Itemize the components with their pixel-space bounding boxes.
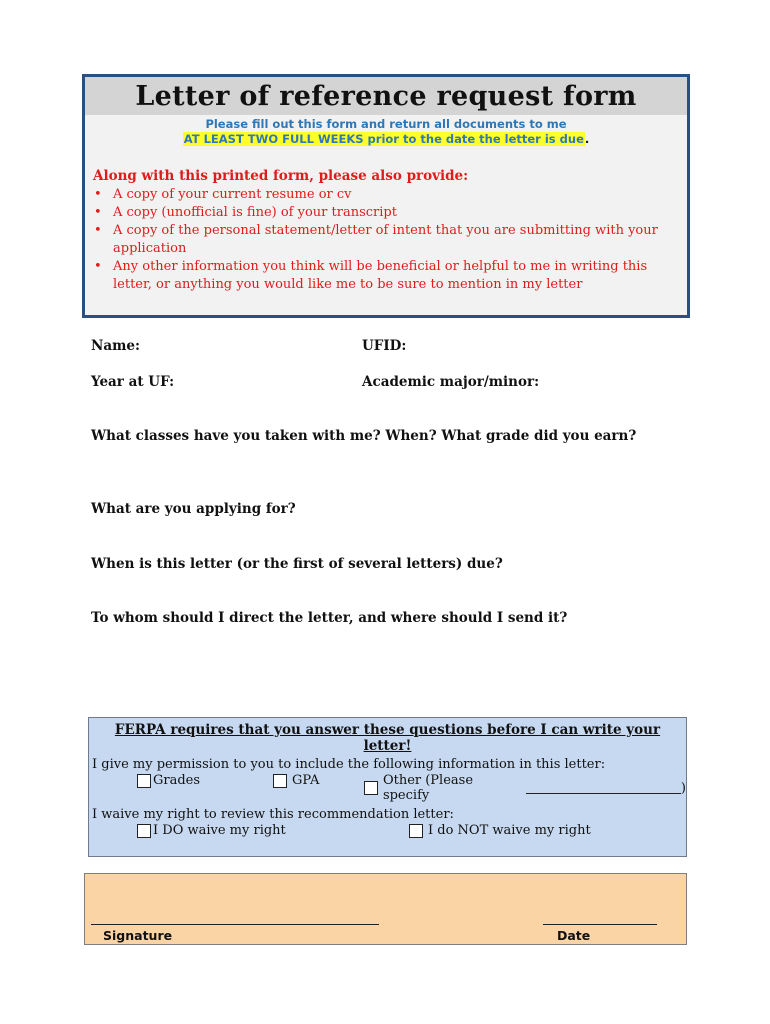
other-specify-line[interactable]	[526, 782, 681, 794]
provide-heading: Along with this printed form, please also provide:	[93, 168, 469, 184]
list-item: • A copy of the personal statement/letter of intent that you are submitting with your application	[113, 222, 687, 258]
direct-question: To whom should I direct the letter, and where should I send it?	[91, 610, 568, 626]
page-title: Letter of reference request form	[135, 80, 637, 112]
grades-checkbox[interactable]	[137, 774, 151, 788]
instructions-box	[82, 74, 690, 318]
signature-label: Signature	[103, 928, 173, 943]
gpa-label: GPA	[292, 773, 320, 788]
major-label: Academic major/minor:	[362, 374, 540, 390]
permission-text: I give my permission to you to include the following information in this letter:	[92, 757, 606, 772]
waive-no-label: I do NOT waive my right	[428, 823, 591, 838]
signature-box	[84, 873, 687, 945]
subtitle-line-1: Please fill out this form and return all documents to me	[205, 117, 567, 131]
due-question: When is this letter (or the first of several letters) due?	[91, 556, 503, 572]
subtitle-line-2	[85, 132, 687, 146]
waive-yes-option[interactable]	[137, 823, 286, 838]
other-option[interactable]	[364, 773, 686, 803]
classes-question: What classes have you taken with me? When? What grade did you earn?	[91, 428, 637, 444]
list-item: • A copy (unofficial is fine) of your transcript	[113, 204, 687, 222]
date-label: Date	[557, 928, 591, 943]
name-label: Name:	[91, 338, 140, 354]
applying-question: What are you applying for?	[91, 501, 296, 517]
grades-label: Grades	[153, 773, 201, 788]
subtitle-period: .	[584, 132, 590, 146]
signature-line[interactable]	[91, 924, 379, 925]
other-checkbox[interactable]	[364, 781, 378, 795]
date-line[interactable]	[543, 924, 657, 925]
grades-option[interactable]	[137, 773, 200, 788]
waive-no-checkbox[interactable]	[409, 824, 423, 838]
ferpa-heading: FERPA requires that you answer these questions before I can write your letter!	[114, 722, 661, 754]
ferpa-box	[88, 717, 687, 857]
gpa-option[interactable]	[273, 773, 319, 788]
waive-yes-label: I DO waive my right	[153, 823, 286, 838]
title-band	[85, 77, 687, 115]
list-item: • Any other information you think will be beneficial or helpful to me in writing this letter, or anything you would like me to be sure to mention in my letter	[113, 258, 687, 294]
list-item: • A copy of your current resume or cv	[113, 186, 687, 204]
provide-section	[93, 168, 687, 294]
gpa-checkbox[interactable]	[273, 774, 287, 788]
provide-list	[93, 186, 687, 294]
waive-no-option[interactable]	[409, 823, 591, 838]
other-close-paren: )	[680, 780, 686, 796]
ufid-label: UFID:	[362, 338, 407, 354]
other-label: Other (Please specify	[382, 773, 474, 803]
deadline-highlight: AT LEAST TWO FULL WEEKS prior to the date the letter is due	[183, 132, 584, 146]
waive-yes-checkbox[interactable]	[137, 824, 151, 838]
waive-text: I waive my right to review this recommendation letter:	[92, 807, 454, 822]
year-label: Year at UF:	[91, 374, 175, 390]
